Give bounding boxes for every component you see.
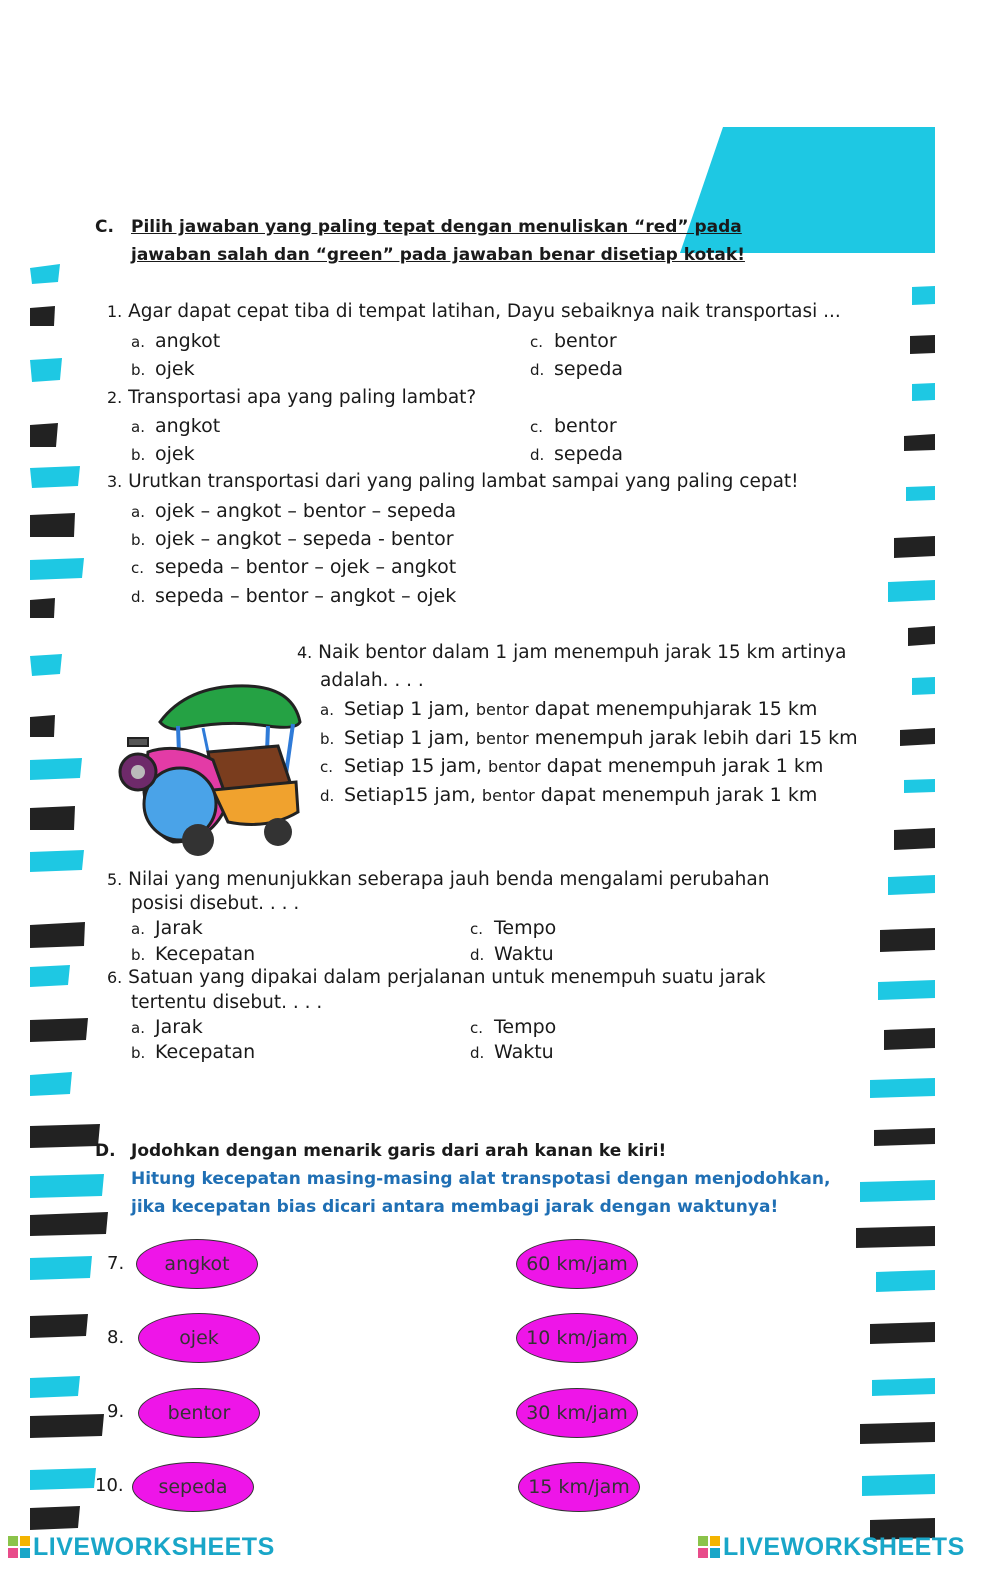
q4-option-c[interactable]: c. Setiap 15 jam, bentor dapat menempuh jarak 1 km [320, 755, 824, 777]
question-4-line2: adalah. . . . [320, 670, 424, 691]
question-6-line1: 6. Satuan yang dipakai dalam perjalanan untuk menempuh suatu jarak [107, 967, 766, 988]
right-brush-strokes [856, 286, 935, 1540]
q6-option-a[interactable]: a. Jarak [131, 1016, 203, 1038]
left-brush-strokes [30, 264, 108, 1530]
question-3: 3. Urutkan transportasi dari yang paling lambat sampai yang paling cepat! [107, 471, 799, 492]
q5-option-c[interactable]: c. Tempo [470, 917, 557, 939]
q1-option-a[interactable]: a. angkot [131, 330, 221, 352]
match-right-10[interactable]: 10 km/jam [516, 1313, 638, 1363]
question-2: 2. Transportasi apa yang paling lambat? [107, 387, 477, 408]
q5-option-b[interactable]: b. Kecepatan [131, 943, 256, 965]
match-number-10: 10. [95, 1475, 124, 1496]
section-d-instruction-line1: Hitung kecepatan masing-masing alat transpotasi dengan menjodohkan, [131, 1169, 831, 1189]
match-right-30[interactable]: 30 km/jam [516, 1388, 638, 1438]
match-right-60[interactable]: 60 km/jam [516, 1239, 638, 1289]
liveworksheets-logo-left: LIVEWORKSHEETS [8, 1533, 275, 1562]
liveworksheets-icon [698, 1536, 720, 1558]
match-left-bentor[interactable]: bentor [138, 1388, 260, 1438]
match-number-9: 9. [107, 1401, 125, 1422]
match-right-15[interactable]: 15 km/jam [518, 1462, 640, 1512]
q6-option-d[interactable]: d. Waktu [470, 1041, 554, 1063]
q5-option-d[interactable]: d. Waktu [470, 943, 554, 965]
match-number-8: 8. [107, 1327, 125, 1348]
bentor-illustration [118, 682, 308, 860]
question-5-line2: posisi disebut. . . . [131, 893, 300, 914]
q4-option-a[interactable]: a. Setiap 1 jam, bentor dapat menempuhjarak 15 km [320, 698, 818, 720]
liveworksheets-logo-right: LIVEWORKSHEETS [698, 1533, 965, 1562]
q2-option-b[interactable]: b. ojek [131, 443, 195, 465]
q2-option-d[interactable]: d. sepeda [530, 443, 624, 465]
q3-option-d[interactable]: d. sepeda – bentor – angkot – ojek [131, 585, 457, 607]
question-1: 1. Agar dapat cepat tiba di tempat latihan, Dayu sebaiknya naik transportasi ... [107, 301, 841, 322]
question-5-line1: 5. Nilai yang menunjukkan seberapa jauh benda mengalami perubahan [107, 869, 770, 890]
question-4-line1: 4. Naik bentor dalam 1 jam menempuh jarak 15 km artinya [297, 642, 847, 663]
q1-option-b[interactable]: b. ojek [131, 358, 195, 380]
section-d-instruction-line2: jika kecepatan bias dicari antara membagi jarak dengan waktunya! [131, 1197, 779, 1217]
liveworksheets-icon [8, 1536, 30, 1558]
q3-option-a[interactable]: a. ojek – angkot – bentor – sepeda [131, 500, 457, 522]
q1-option-d[interactable]: d. sepeda [530, 358, 624, 380]
match-left-ojek[interactable]: ojek [138, 1313, 260, 1363]
section-c-instruction-line2: jawaban salah dan “green” pada jawaban benar disetiap kotak! [131, 245, 745, 265]
q6-option-c[interactable]: c. Tempo [470, 1016, 557, 1038]
q2-option-c[interactable]: c. bentor [530, 415, 617, 437]
match-number-7: 7. [107, 1253, 125, 1274]
section-c-instruction-line1: Pilih jawaban yang paling tepat dengan menuliskan “red” pada [131, 217, 742, 237]
q4-option-b[interactable]: b. Setiap 1 jam, bentor menempuh jarak lebih dari 15 km [320, 727, 858, 749]
match-left-sepeda[interactable]: sepeda [132, 1462, 254, 1512]
match-left-angkot[interactable]: angkot [136, 1239, 258, 1289]
section-d-label: D. [95, 1141, 116, 1161]
question-6-line2: tertentu disebut. . . . [131, 992, 323, 1013]
q3-option-b[interactable]: b. ojek – angkot – sepeda - bentor [131, 528, 454, 550]
section-d-title: Jodohkan dengan menarik garis dari arah kanan ke kiri! [131, 1141, 667, 1161]
q2-option-a[interactable]: a. angkot [131, 415, 221, 437]
q1-option-c[interactable]: c. bentor [530, 330, 617, 352]
q6-option-b[interactable]: b. Kecepatan [131, 1041, 256, 1063]
q5-option-a[interactable]: a. Jarak [131, 917, 203, 939]
q4-option-d[interactable]: d. Setiap15 jam, bentor dapat menempuh jarak 1 km [320, 784, 818, 806]
section-c-label: C. [95, 217, 114, 237]
q3-option-c[interactable]: c. sepeda – bentor – ojek – angkot [131, 556, 457, 578]
